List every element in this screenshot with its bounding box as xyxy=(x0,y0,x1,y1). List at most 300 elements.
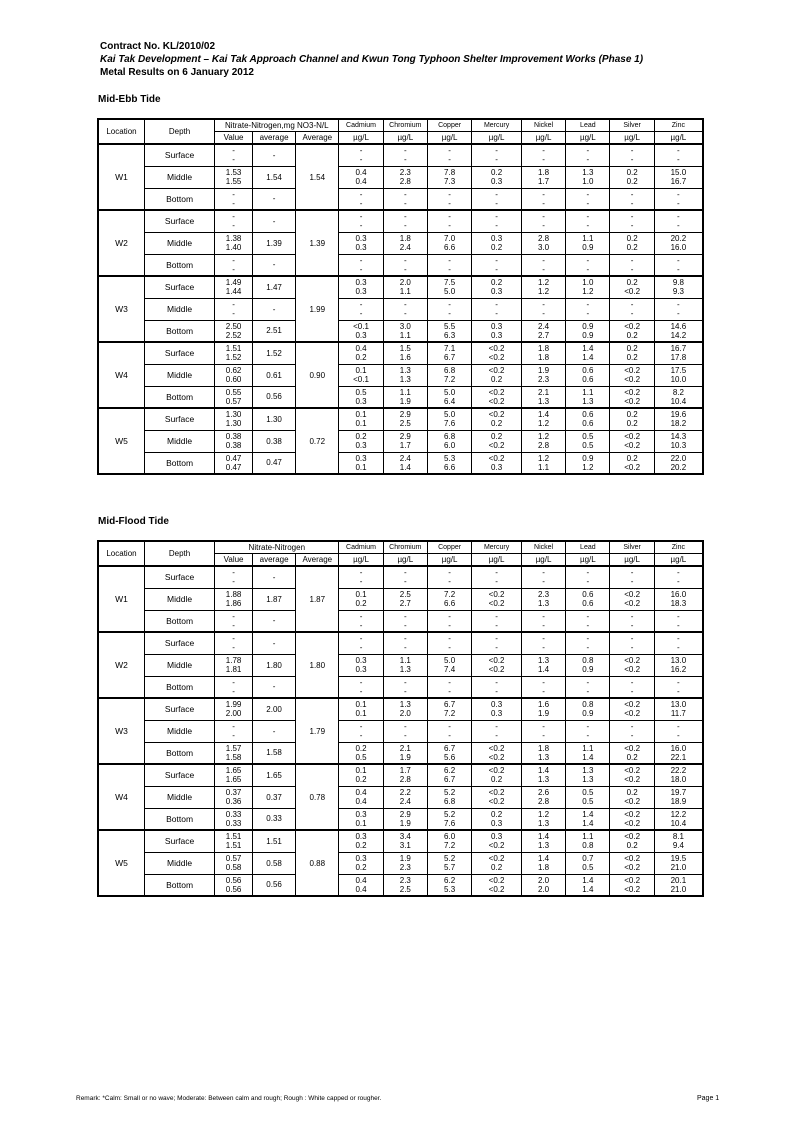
nitrate-value-2: - xyxy=(232,155,235,165)
metal-value-2: - xyxy=(448,155,451,165)
nitrate-value-1: 0.47 xyxy=(225,453,242,463)
metal-value-2: 0.3 xyxy=(491,818,503,828)
metal-value-2: 1.3 xyxy=(538,775,550,785)
metal-values-cadmium xyxy=(339,830,383,852)
metal-value-2: 0.9 xyxy=(582,243,594,252)
header-metal-mercury: Mercury xyxy=(472,541,522,554)
metal-value-1: 1.3 xyxy=(582,168,594,177)
nitrate-values xyxy=(215,254,253,276)
table-row xyxy=(98,232,703,254)
metal-value-2: - xyxy=(495,686,498,696)
metal-value-1: 2.6 xyxy=(538,788,550,797)
table-row xyxy=(98,166,703,188)
nitrate-value-1: - xyxy=(232,146,235,156)
depth-label: Surface xyxy=(144,408,214,430)
nitrate-value-1: 1.99 xyxy=(225,700,242,710)
metal-value-1: - xyxy=(448,255,451,265)
metal-values-cadmium xyxy=(339,610,383,632)
metal-value-2: 2.8 xyxy=(399,775,411,785)
metal-values-copper xyxy=(427,786,471,808)
header-location-average: Average xyxy=(296,554,339,567)
metal-value-1: 0.2 xyxy=(626,453,638,463)
metal-value-2: - xyxy=(403,309,407,318)
header-unit: µg/L xyxy=(472,132,522,145)
depth-label: Bottom xyxy=(144,452,214,474)
metal-value-1: <0.2 xyxy=(624,321,641,331)
table-row xyxy=(98,408,703,430)
metal-value-2: - xyxy=(586,264,590,274)
metal-value-2: 9.4 xyxy=(672,841,684,851)
metal-value-2: 0.1 xyxy=(355,709,367,719)
table-row xyxy=(98,764,703,786)
metal-value-2: <0.2 xyxy=(624,797,641,806)
metal-value-1: 14.3 xyxy=(670,432,687,441)
metal-value-2: - xyxy=(359,686,363,696)
metal-value-1: - xyxy=(586,677,590,687)
metal-values-mercury xyxy=(472,830,522,852)
metal-value-1: <0.2 xyxy=(488,656,505,665)
metal-value-1: - xyxy=(403,189,407,199)
nitrate-value-1: 0.55 xyxy=(225,387,242,397)
metal-value-1: <0.2 xyxy=(488,854,505,863)
location-average: 0.88 xyxy=(296,830,339,896)
metal-value-2: 0.4 xyxy=(355,177,367,186)
metal-values-cadmium xyxy=(339,676,383,698)
nitrate-values xyxy=(215,676,253,698)
metal-value-2: <0.2 xyxy=(488,797,505,806)
metal-value-1: - xyxy=(359,677,363,687)
location-name: W3 xyxy=(98,698,144,764)
metal-value-1: - xyxy=(630,146,634,156)
metal-value-1: 0.1 xyxy=(355,700,367,710)
metal-value-2: - xyxy=(630,198,634,208)
metal-values-nickel xyxy=(521,210,565,232)
nitrate-average: 1.54 xyxy=(252,166,295,188)
metal-value-1: <0.2 xyxy=(488,766,505,776)
metal-value-1: 2.3 xyxy=(538,590,550,599)
metal-value-1: - xyxy=(542,722,545,731)
metal-values-cadmium xyxy=(339,654,383,676)
metal-values-zinc xyxy=(654,364,703,386)
metal-value-2: - xyxy=(542,620,545,630)
table-row xyxy=(98,566,703,588)
metal-values-zinc xyxy=(654,720,703,742)
metal-values-chromium xyxy=(383,166,427,188)
metal-value-1: 0.1 xyxy=(355,366,367,375)
metal-values-copper xyxy=(427,430,471,452)
metal-values-chromium xyxy=(383,386,427,408)
metal-value-2: 0.3 xyxy=(355,287,367,297)
metal-value-1: 5.2 xyxy=(444,788,456,797)
metal-value-1: 6.0 xyxy=(444,832,456,842)
results-table-ebb xyxy=(97,118,704,475)
metal-values-cadmium xyxy=(339,342,383,364)
header-depth: Depth xyxy=(144,119,214,144)
metal-values-mercury xyxy=(472,452,522,474)
nitrate-value-2: 1.52 xyxy=(225,353,242,363)
nitrate-value-1: - xyxy=(232,677,235,687)
remark-note: Remark: *Calm: Small or no wave; Moderate: Between calm and rough; Rough : White capped or rougher. xyxy=(76,1095,382,1102)
metal-value-1: - xyxy=(495,146,498,156)
metal-values-cadmium xyxy=(339,632,383,654)
metal-values-copper xyxy=(427,720,471,742)
metal-value-2: 0.6 xyxy=(582,599,594,608)
metal-value-1: 1.1 xyxy=(582,743,594,753)
metal-value-1: 0.6 xyxy=(582,410,594,420)
metal-value-1: - xyxy=(495,611,498,621)
metal-value-1: <0.2 xyxy=(624,700,641,710)
metal-values-lead xyxy=(566,166,610,188)
metal-value-2: - xyxy=(448,221,451,231)
metal-values-cadmium xyxy=(339,786,383,808)
metal-value-2: 0.3 xyxy=(491,462,503,472)
metal-value-2: - xyxy=(630,643,634,653)
metal-value-1: - xyxy=(495,300,498,309)
metal-value-2: 1.3 xyxy=(399,375,411,384)
metal-value-1: <0.2 xyxy=(624,590,641,599)
metal-value-2: 1.7 xyxy=(538,177,550,186)
metal-value-2: - xyxy=(495,155,498,165)
header-unit: µg/L xyxy=(654,554,703,567)
depth-label: Bottom xyxy=(144,320,214,342)
metal-value-1: 22.0 xyxy=(670,453,687,463)
metal-value-1: 6.8 xyxy=(444,432,456,441)
metal-value-1: <0.2 xyxy=(488,344,505,354)
metal-values-silver xyxy=(610,830,654,852)
metal-value-1: - xyxy=(542,146,545,156)
metal-values-lead xyxy=(566,298,610,320)
metal-values-copper xyxy=(427,588,471,610)
metal-value-2: 0.3 xyxy=(355,396,367,406)
metal-value-1: 0.9 xyxy=(582,453,594,463)
metal-value-1: 0.2 xyxy=(491,432,503,441)
metal-value-1: 1.5 xyxy=(399,344,411,354)
metal-value-2: 1.3 xyxy=(538,599,550,608)
metal-values-lead xyxy=(566,852,610,874)
metal-value-2: 14.2 xyxy=(670,330,687,340)
metal-values-cadmium xyxy=(339,210,383,232)
nitrate-average: - xyxy=(252,610,295,632)
metal-value-1: - xyxy=(359,634,363,644)
metal-values-silver xyxy=(610,852,654,874)
metal-value-2: 0.1 xyxy=(355,818,367,828)
metal-values-copper xyxy=(427,254,471,276)
nitrate-value-1: 0.33 xyxy=(225,809,242,819)
metal-values-lead xyxy=(566,808,610,830)
metal-values-nickel xyxy=(521,232,565,254)
metal-values-silver xyxy=(610,298,654,320)
metal-value-1: <0.2 xyxy=(624,656,641,665)
metal-values-lead xyxy=(566,588,610,610)
nitrate-average: 1.30 xyxy=(252,408,295,430)
metal-value-2: - xyxy=(677,620,680,630)
metal-values-nickel xyxy=(521,320,565,342)
depth-label: Surface xyxy=(144,566,214,588)
metal-value-2: 1.2 xyxy=(538,287,550,297)
section-title-ebb: Mid-Ebb Tide xyxy=(98,94,161,105)
metal-values-lead xyxy=(566,698,610,720)
metal-value-2: 0.2 xyxy=(355,841,367,851)
metal-value-2: 1.3 xyxy=(538,396,550,406)
document-header xyxy=(100,40,643,79)
metal-value-2: - xyxy=(542,221,545,231)
metal-value-1: - xyxy=(448,146,451,156)
metal-value-2: 1.9 xyxy=(399,752,411,762)
metal-value-1: - xyxy=(542,255,545,265)
metal-values-copper xyxy=(427,676,471,698)
metal-value-2: - xyxy=(586,221,590,231)
metal-value-1: - xyxy=(677,146,680,156)
header-value: Value xyxy=(215,554,253,567)
metal-value-2: <0.2 xyxy=(624,375,641,384)
nitrate-average: 1.47 xyxy=(252,276,295,298)
metal-value-1: 13.0 xyxy=(670,700,687,710)
metal-values-nickel xyxy=(521,764,565,786)
metal-value-1: 1.4 xyxy=(582,809,594,819)
metal-value-2: 0.3 xyxy=(355,330,367,340)
metal-value-1: - xyxy=(448,677,451,687)
header-nitrate: Nitrate-Nitrogen,mg NO3-N/L xyxy=(215,119,339,132)
metal-value-1: 1.3 xyxy=(582,766,594,776)
metal-value-1: 20.1 xyxy=(670,875,687,885)
table-row xyxy=(98,144,703,166)
metal-value-2: 1.4 xyxy=(538,665,550,674)
metal-values-zinc xyxy=(654,166,703,188)
metal-values-chromium xyxy=(383,254,427,276)
metal-values-mercury xyxy=(472,342,522,364)
metal-value-1: - xyxy=(586,146,590,156)
nitrate-value-1: 1.51 xyxy=(225,832,242,842)
metal-value-1: 0.9 xyxy=(582,321,594,331)
nitrate-value-1: 1.57 xyxy=(225,743,242,753)
metal-values-nickel xyxy=(521,188,565,210)
metal-value-2: 22.1 xyxy=(670,752,687,762)
nitrate-values xyxy=(215,632,253,654)
metal-values-lead xyxy=(566,566,610,588)
header-metal-cadmium: Cadmium xyxy=(339,541,383,554)
metal-value-2: 18.9 xyxy=(670,797,687,806)
header-location-average: Average xyxy=(296,132,339,145)
metal-value-1: 0.2 xyxy=(626,788,638,797)
metal-value-2: 0.2 xyxy=(355,863,367,872)
metal-value-1: - xyxy=(542,189,545,199)
metal-value-2: 1.4 xyxy=(399,462,411,472)
metal-value-1: 0.5 xyxy=(355,387,367,397)
metal-values-zinc xyxy=(654,676,703,698)
header-metal-silver: Silver xyxy=(610,541,654,554)
metal-value-2: 0.2 xyxy=(626,243,638,252)
nitrate-values xyxy=(215,452,253,474)
nitrate-average: 1.39 xyxy=(252,232,295,254)
header-unit: µg/L xyxy=(566,132,610,145)
metal-value-2: - xyxy=(359,309,363,318)
metal-value-1: 2.2 xyxy=(399,788,411,797)
metal-value-2: 6.6 xyxy=(444,462,456,472)
metal-value-1: - xyxy=(495,677,498,687)
metal-value-2: 6.6 xyxy=(444,243,456,252)
nitrate-value-2: 1.81 xyxy=(225,665,242,674)
header-unit: µg/L xyxy=(339,132,383,145)
metal-value-1: 1.4 xyxy=(538,410,550,420)
metal-values-cadmium xyxy=(339,430,383,452)
metal-value-2: 1.3 xyxy=(582,775,594,785)
metal-value-2: 10.4 xyxy=(670,818,687,828)
metal-value-1: - xyxy=(677,634,680,644)
nitrate-average: - xyxy=(252,632,295,654)
table-row xyxy=(98,298,703,320)
table-row xyxy=(98,654,703,676)
metal-values-lead xyxy=(566,874,610,896)
metal-values-lead xyxy=(566,720,610,742)
location-name: W4 xyxy=(98,764,144,830)
metal-value-1: 0.2 xyxy=(626,234,638,243)
metal-value-2: - xyxy=(448,264,451,274)
metal-value-2: 0.1 xyxy=(355,419,367,429)
metal-value-1: 2.9 xyxy=(399,410,411,420)
metal-value-1: - xyxy=(630,568,634,578)
nitrate-average: 2.00 xyxy=(252,698,295,720)
metal-value-2: 1.4 xyxy=(582,818,594,828)
metal-values-cadmium xyxy=(339,320,383,342)
metal-value-2: - xyxy=(448,686,451,696)
nitrate-value-2: 2.00 xyxy=(225,709,242,719)
metal-values-chromium xyxy=(383,298,427,320)
metal-values-lead xyxy=(566,610,610,632)
metal-value-2: 3.1 xyxy=(399,841,411,851)
metal-value-2: - xyxy=(359,221,363,231)
metal-values-chromium xyxy=(383,320,427,342)
metal-value-1: 3.0 xyxy=(399,321,411,331)
metal-values-mercury xyxy=(472,874,522,896)
table-row xyxy=(98,610,703,632)
metal-value-2: 0.2 xyxy=(626,841,638,851)
metal-values-nickel xyxy=(521,808,565,830)
metal-value-1: 5.0 xyxy=(444,410,456,420)
metal-value-2: 0.3 xyxy=(491,287,503,297)
location-average: 1.79 xyxy=(296,698,339,764)
nitrate-value-2: 0.57 xyxy=(225,396,242,406)
metal-value-2: 0.2 xyxy=(355,353,367,363)
metal-value-2: - xyxy=(542,643,545,653)
metal-values-cadmium xyxy=(339,874,383,896)
metal-value-2: - xyxy=(630,620,634,630)
metal-value-2: 0.3 xyxy=(491,177,503,186)
nitrate-value-1: 1.65 xyxy=(225,766,242,776)
metal-value-1: <0.2 xyxy=(488,453,505,463)
nitrate-value-2: 1.51 xyxy=(225,841,242,851)
metal-value-2: 0.2 xyxy=(355,775,367,785)
metal-value-1: 7.8 xyxy=(444,168,456,177)
metal-values-nickel xyxy=(521,610,565,632)
metal-value-2: 2.8 xyxy=(538,441,550,450)
metal-value-2: 16.2 xyxy=(670,665,687,674)
nitrate-average: 0.61 xyxy=(252,364,295,386)
metal-value-2: - xyxy=(586,155,590,165)
metal-value-2: 1.4 xyxy=(582,353,594,363)
metal-values-mercury xyxy=(472,210,522,232)
metal-value-1: 0.3 xyxy=(355,809,367,819)
header-metal-nickel: Nickel xyxy=(521,119,565,132)
nitrate-average: 1.65 xyxy=(252,764,295,786)
metal-value-1: 1.4 xyxy=(538,766,550,776)
metal-values-chromium xyxy=(383,632,427,654)
nitrate-values xyxy=(215,566,253,588)
metal-value-2: - xyxy=(586,577,590,587)
metal-value-1: 17.5 xyxy=(670,366,687,375)
metal-value-1: 7.2 xyxy=(444,590,456,599)
metal-value-1: - xyxy=(586,300,590,309)
metal-value-2: 11.7 xyxy=(670,709,686,719)
nitrate-value-2: 2.52 xyxy=(225,330,242,340)
metal-values-chromium xyxy=(383,588,427,610)
metal-value-2: <0.2 xyxy=(488,884,505,894)
nitrate-value-1: 1.53 xyxy=(225,168,242,177)
metal-values-mercury xyxy=(472,610,522,632)
metal-values-mercury xyxy=(472,386,522,408)
header-unit: µg/L xyxy=(610,554,654,567)
metal-value-1: 1.6 xyxy=(538,700,550,710)
metal-values-silver xyxy=(610,566,654,588)
metal-value-2: - xyxy=(677,155,680,165)
metal-value-2: 0.1 xyxy=(355,462,367,472)
metal-values-copper xyxy=(427,452,471,474)
metal-value-2: - xyxy=(542,264,545,274)
header-metal-lead: Lead xyxy=(566,541,610,554)
metal-value-1: 0.4 xyxy=(355,344,367,354)
metal-values-mercury xyxy=(472,254,522,276)
nitrate-values xyxy=(215,408,253,430)
nitrate-average: 0.56 xyxy=(252,874,295,896)
metal-values-mercury xyxy=(472,698,522,720)
metal-value-2: 1.1 xyxy=(538,462,550,472)
nitrate-value-1: 0.57 xyxy=(225,854,242,863)
metal-value-2: - xyxy=(359,643,363,653)
metal-values-cadmium xyxy=(339,698,383,720)
metal-value-2: - xyxy=(586,198,590,208)
header-location: Location xyxy=(98,541,144,566)
metal-values-chromium xyxy=(383,342,427,364)
nitrate-value-1: 1.30 xyxy=(225,410,242,420)
metal-value-1: 1.1 xyxy=(399,387,411,397)
metal-value-1: 6.2 xyxy=(444,875,456,885)
metal-value-2: - xyxy=(448,309,451,318)
metal-value-1: 0.3 xyxy=(491,234,503,243)
metal-value-2: - xyxy=(630,264,634,274)
metal-value-2: 0.2 xyxy=(626,330,638,340)
metal-value-1: 1.3 xyxy=(399,366,411,375)
metal-values-nickel xyxy=(521,254,565,276)
metal-value-2: 7.2 xyxy=(444,375,456,384)
metal-value-2: - xyxy=(495,221,498,231)
metal-value-1: - xyxy=(448,212,451,222)
metal-value-2: <0.2 xyxy=(624,599,641,608)
metal-value-1: 1.1 xyxy=(582,234,594,243)
metal-values-copper xyxy=(427,742,471,764)
metal-values-lead xyxy=(566,144,610,166)
nitrate-values xyxy=(215,588,253,610)
metal-values-mercury xyxy=(472,786,522,808)
nitrate-value-2: 1.44 xyxy=(225,287,242,297)
metal-value-1: 13.0 xyxy=(670,656,687,665)
metal-value-1: 0.3 xyxy=(355,656,367,665)
metal-values-chromium xyxy=(383,852,427,874)
nitrate-value-2: 0.33 xyxy=(225,818,242,828)
metal-value-2: - xyxy=(403,731,407,740)
metal-value-2: - xyxy=(495,577,498,587)
header-metal-copper: Copper xyxy=(427,119,471,132)
nitrate-average: 0.37 xyxy=(252,786,295,808)
metal-value-2: - xyxy=(495,620,498,630)
